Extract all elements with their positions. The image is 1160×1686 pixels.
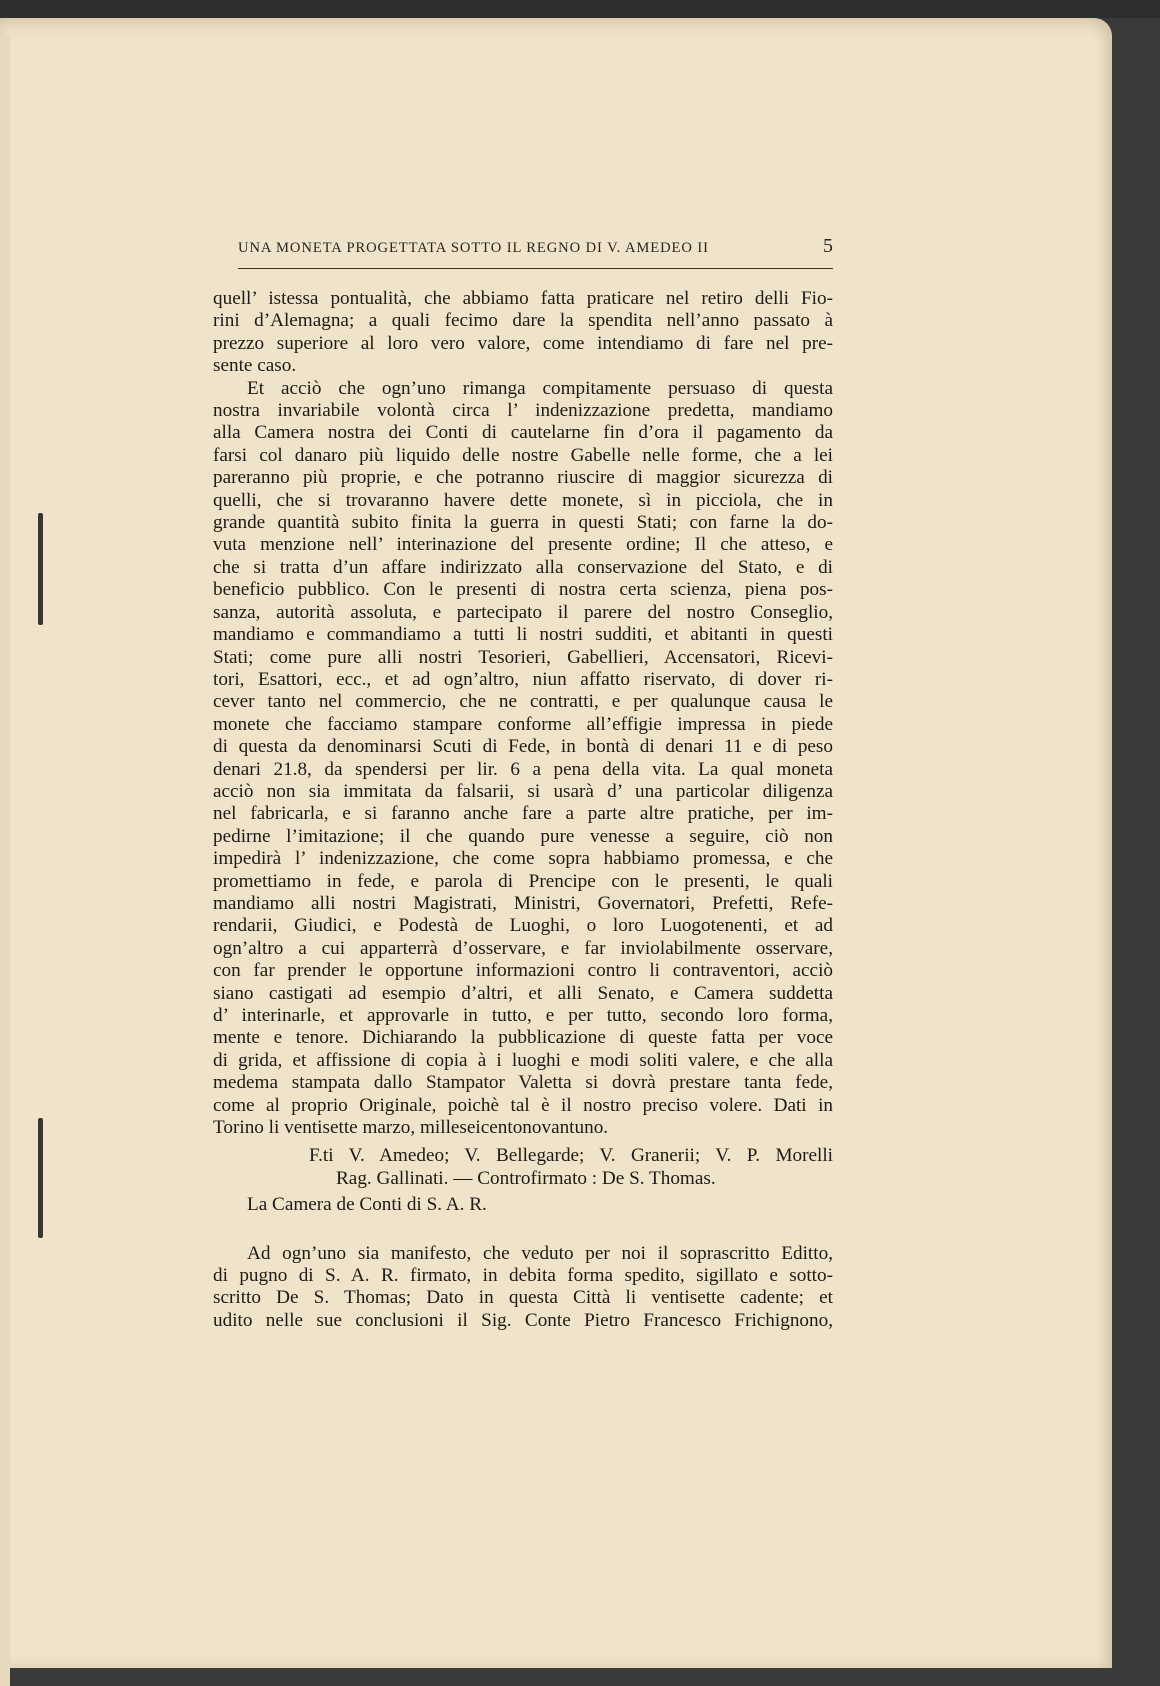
- text-line: nel fabricarla, e si faranno anche fare a parte altre pratiche, per im-: [213, 803, 833, 825]
- text-line: ogn’altro a cui apparterrà d’osservare, e far inviolabilmente osservare,: [213, 937, 833, 959]
- text-line: udito nelle sue conclusioni il Sig. Conte Pietro Francesco Frichignono,: [213, 1309, 833, 1331]
- body-text: [213, 288, 833, 1332]
- text-line: rendarii, Giudici, e Podestà de Luoghi, o loro Luogotenenti, et ad: [213, 915, 833, 937]
- text-line: promettiamo in fede, e parola di Prencipe con le presenti, le quali: [213, 870, 833, 892]
- text-line: Ad ogn’uno sia manifesto, che veduto per noi il soprascritto Editto,: [247, 1242, 833, 1264]
- page-number: 5: [823, 235, 833, 257]
- text-line: denari 21.8, da spendersi per lir. 6 a pena della vita. La qual moneta: [213, 758, 833, 780]
- scan-top-border: [0, 0, 1160, 18]
- countersignature-line: Rag. Gallinati. — Controfirmato : De S. Thomas.: [336, 1167, 716, 1189]
- text-line: di questa da denominarsi Scuti di Fede, in bontà di denari 11 e di peso: [213, 736, 833, 758]
- running-head: UNA MONETA PROGETTATA SOTTO IL REGNO DI V. AMEDEO II: [238, 240, 709, 256]
- binding-thread-lower: [38, 1118, 43, 1238]
- text-line: monete che facciamo stampare conforme all’effigie impressa in piede: [213, 713, 833, 735]
- text-line: Stati; come pure alli nostri Tesorieri, Gabellieri, Accensatori, Ricevi-: [213, 646, 833, 668]
- text-line: tori, Esattori, ecc., et ad ogn’altro, niun affatto riservato, di dover ri-: [213, 668, 833, 690]
- text-line: acciò non sia immitata da falsarii, si usarà d’ una particolar diligenza: [213, 780, 833, 802]
- text-line: beneficio pubblico. Con le presenti di nostra certa scienza, piena pos-: [213, 579, 833, 601]
- text-line: mandiamo e commandiamo a tutti li nostri sudditi, et abitanti in questi: [213, 624, 833, 646]
- text-line: quell’ istessa pontualità, che abbiamo fatta praticare nel retiro delli Fio-: [213, 288, 833, 309]
- camera-line: La Camera de Conti di S. A. R.: [247, 1194, 487, 1216]
- text-line: impedirà l’ indenizzazione, che come sopra habbiamo promessa, e che: [213, 848, 833, 870]
- text-line: sente caso.: [213, 355, 297, 377]
- page-left-edge: [0, 36, 10, 1686]
- text-line: quelli, che si trovaranno havere dette monete, sì in picciola, che in: [213, 489, 833, 511]
- text-line: pedirne l’imitazione; il che quando pure venesse a seguire, ciò non: [213, 825, 833, 847]
- text-line: grande quantità subito finita la guerra in questi Stati; con farne la do-: [213, 512, 833, 534]
- text-line: mente e tenore. Dichiarando la pubblicazione di queste fatta per voce: [213, 1027, 833, 1049]
- text-line: scritto De S. Thomas; Dato in questa Città li ventisette cadente; et: [213, 1287, 833, 1309]
- text-line: mandiamo alli nostri Magistrati, Ministri, Governatori, Prefetti, Refe-: [213, 892, 833, 914]
- text-line: Torino li ventisette marzo, milleseicentonovantuno.: [213, 1117, 609, 1139]
- text-line: Et acciò che ogn’uno rimanga compitamente persuaso di questa: [247, 377, 833, 399]
- text-line: di pugno di S. A. R. firmato, in debita forma spedito, sigillato e sotto-: [213, 1265, 833, 1287]
- text-line: pareranno più proprie, e che potranno riuscire di maggior sicurezza di: [213, 467, 833, 489]
- text-line: vuta menzione nell’ interinazione del presente ordine; Il che atteso, e: [213, 534, 833, 556]
- text-line: farsi col danaro più liquido delle nostre Gabelle nelle forme, che a lei: [213, 444, 833, 466]
- book-page: [0, 18, 1112, 1668]
- page-header: [238, 235, 833, 269]
- signature-line: F.ti V. Amedeo; V. Bellegarde; V. Granerii; V. P. Morelli: [309, 1145, 833, 1167]
- text-line: che si tratta d’un affare indirizzato alla conservazione del Stato, e di: [213, 556, 833, 578]
- text-line: d’ interinarle, et approvarle in tutto, e per tutto, secondo loro forma,: [213, 1005, 833, 1026]
- text-line: rini d’Alemagna; a quali fecimo dare la spendita nell’anno passato à: [213, 310, 833, 332]
- text-line: come al proprio Originale, poichè tal è il nostro preciso volere. Dati in: [213, 1094, 833, 1116]
- text-line: prezzo superiore al loro vero valore, come intendiamo di fare nel pre-: [213, 332, 833, 354]
- text-line: sanza, autorità assoluta, e partecipato il parere del nostro Conseglio,: [213, 601, 833, 623]
- text-line: nostra invariabile volontà circa l’ indenizzazione predetta, mandiamo: [213, 400, 833, 422]
- text-line: siano castigati ad esempio d’altri, et alli Senato, e Camera suddetta: [213, 982, 833, 1004]
- text-line: con far prender le opportune informazioni contro li contraventori, acciò: [213, 960, 833, 982]
- text-line: alla Camera nostra dei Conti di cautelarne fin d’ora il pagamento da: [213, 422, 833, 444]
- text-line: di grida, et affissione di copia à i luoghi e modi soliti valere, e che alla: [213, 1049, 833, 1071]
- text-line: medema stampata dallo Stampator Valetta si dovrà prestare tanta fede,: [213, 1072, 833, 1094]
- text-line: cever tanto nel commercio, che ne contratti, e per qualunque causa le: [213, 691, 833, 713]
- binding-thread-upper: [38, 513, 43, 625]
